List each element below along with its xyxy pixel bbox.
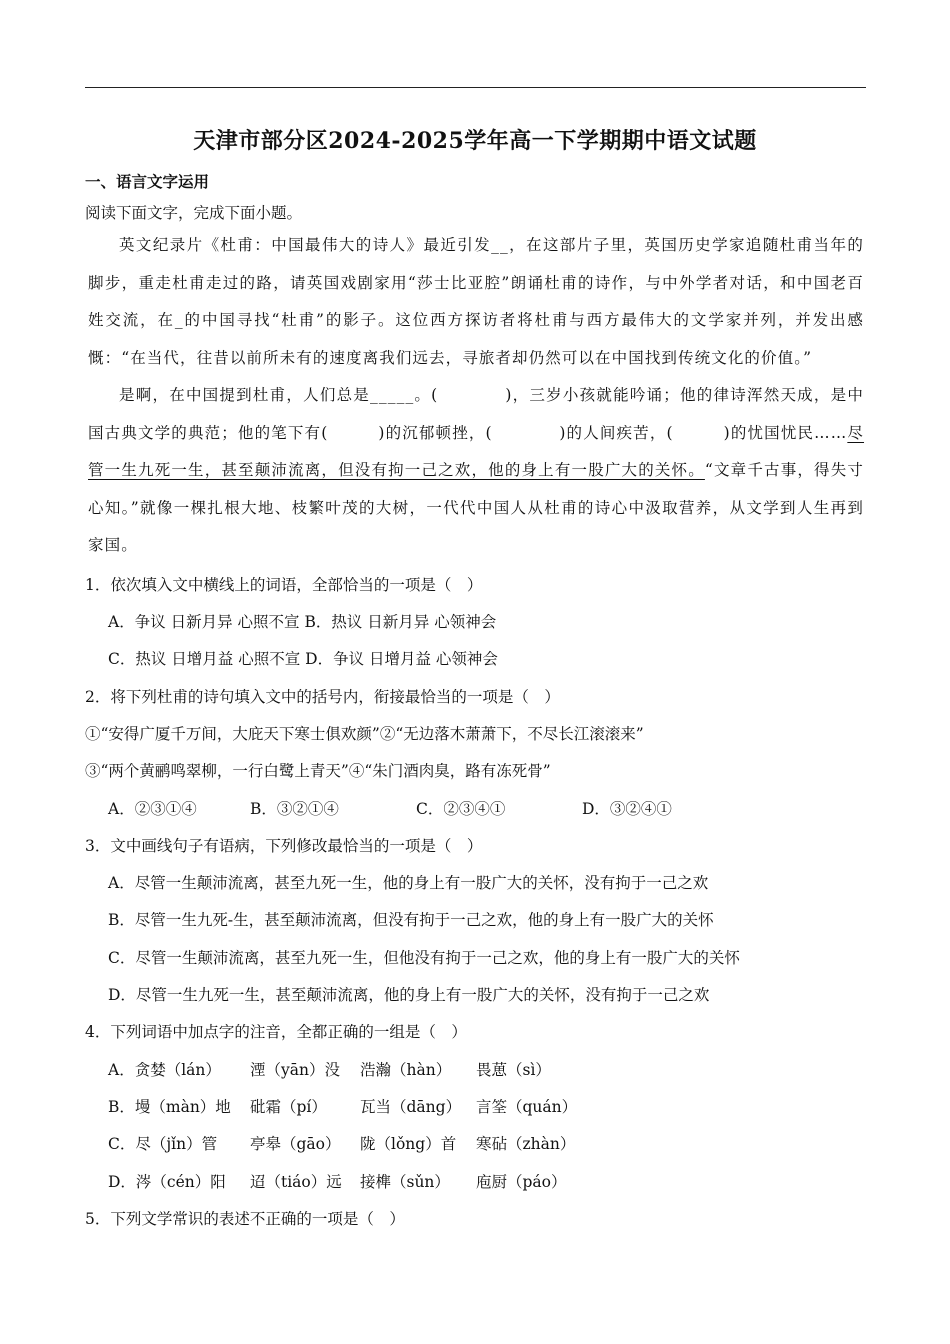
question-4-option-row	[108, 1058, 551, 1080]
passage-paragraph-1: 英文纪录片《杜甫：中国最伟大的诗人》最近引发__，在这部片子里，英国历史学家追随杜甫当年的脚步，重走杜甫走过的路，请英国戏剧家用“莎士比亚腔”朗诵杜甫的诗作，与中外学者对话，和中国老百姓交流，在_的中国寻找“杜甫”的影子。这位西方探访者将杜甫与西方最伟大的文学家并列，并发出感慨：“在当代，往昔以前所未有的速度离我们远去，寻旅者却仍然可以在中国找到传统文化的价值。”	[88, 236, 864, 367]
question-3-option-d: D．尽管一生九死一生，甚至颠沛流离，他的身上有一股广大的关怀，没有拘于一己之欢	[108, 986, 710, 1004]
pinyin-item: 砒霜（pí）	[250, 1098, 327, 1116]
question-1-options-row: A．争议 日新月异 心照不宣 B．热议 日新月异 心领神会	[108, 613, 497, 631]
question-2-stem: 2．将下列杜甫的诗句填入文中的括号内，衔接最恰当的一项是（ ）	[85, 688, 560, 706]
pinyin-item: 接榫（sǔn）	[360, 1173, 450, 1191]
question-4-stem: 4．下列词语中加点字的注音，全都正确的一组是（ ）	[85, 1023, 467, 1041]
pinyin-item: D．涔（cén）阳	[108, 1173, 226, 1191]
pinyin-item: 庖厨（páo）	[476, 1173, 567, 1191]
underlined-sentence: 尽管一生九死一生，甚至颠沛流离，但没有拘一己之欢，他的身上有一股广大的关怀。	[88, 423, 865, 480]
pinyin-item: 瓦当（dāng）	[360, 1098, 462, 1116]
option-d: D．③②④①	[582, 800, 672, 818]
passage-text: 是啊，在中国提到杜甫，人们总是_____。( )，三岁小孩就能吟诵；他的律诗浑然天成，是中国古典文学的典范；他的笔下有( )的沉郁顿挫，( )的人间疾苦，( )的忧国忧民……	[88, 386, 864, 442]
question-3-option-c: C．尽管一生颠沛流离，甚至九死一生，但他没有拘于一己之欢，他的身上有一股广大的关怀	[108, 949, 740, 967]
pinyin-item: B．墁（màn）地	[108, 1098, 231, 1116]
question-5-stem: 5．下列文学常识的表述不正确的一项是（ ）	[85, 1210, 405, 1228]
question-3-option-a: A．尽管一生颠沛流离，甚至九死一生，他的身上有一股广大的关怀，没有拘于一己之欢	[108, 874, 709, 892]
question-2-poem-line: ③“两个黄鹂鸣翠柳，一行白鹭上青天”④“朱门酒肉臭，路有冻死骨”	[85, 762, 551, 780]
pinyin-item: 言筌（quán）	[476, 1098, 578, 1116]
instruction: 阅读下面文字，完成下面小题。	[85, 204, 303, 222]
option-c: C．②③④①	[416, 800, 506, 818]
question-3-stem: 3．文中画线句子有语病，下列修改最恰当的一项是（ ）	[85, 837, 483, 855]
question-1-stem: 1．依次填入文中横线上的词语，全部恰当的一项是（ ）	[85, 576, 483, 594]
question-4-option-row	[108, 1095, 577, 1117]
question-4-option-row	[108, 1132, 575, 1154]
question-4-option-row	[108, 1170, 567, 1192]
pinyin-item: C．尽（jǐn）管	[108, 1135, 218, 1153]
pinyin-item: 浩瀚（hàn）	[360, 1061, 452, 1079]
pinyin-item: 迢（tiáo）远	[250, 1173, 342, 1191]
option-b: B．③②①④	[250, 800, 339, 818]
header-rule	[85, 87, 866, 88]
question-2-poem-line: ①“安得广厦千万间，大庇天下寒士俱欢颜”②“无边落木萧萧下，不尽长江滚滚来”	[85, 725, 644, 743]
question-3-option-b: B．尽管一生九死-生，甚至颠沛流离，但没有拘于一己之欢，他的身上有一股广大的关怀	[108, 911, 714, 929]
pinyin-item: A．贪婪（lán）	[108, 1061, 221, 1079]
section-heading: 一、语言文字运用	[85, 172, 210, 191]
pinyin-item: 寒砧（zhàn）	[476, 1135, 576, 1153]
pinyin-item: 湮（yān）没	[250, 1061, 340, 1079]
option-a: A．②③①④	[108, 800, 197, 818]
question-2-options-row	[108, 797, 672, 819]
passage-paragraph-2	[88, 377, 864, 565]
page-title: 天津市部分区2024-2025学年高一下学期期中语文试题	[193, 128, 757, 154]
question-1-options-row: C．热议 日增月益 心照不宣 D．争议 日增月益 心领神会	[108, 650, 498, 668]
pinyin-item: 陇（lǒng）首	[360, 1135, 457, 1153]
pinyin-item: 畏葸（sì）	[476, 1061, 551, 1079]
pinyin-item: 亭皋（gāo）	[250, 1135, 341, 1153]
passage-text: “文章千古事，得失寸心知。”就像一棵扎根大地、枝繁叶茂的大树，一代代中国人从杜甫的诗心中汲取营养，从文学到人生再到家国。	[88, 461, 864, 555]
